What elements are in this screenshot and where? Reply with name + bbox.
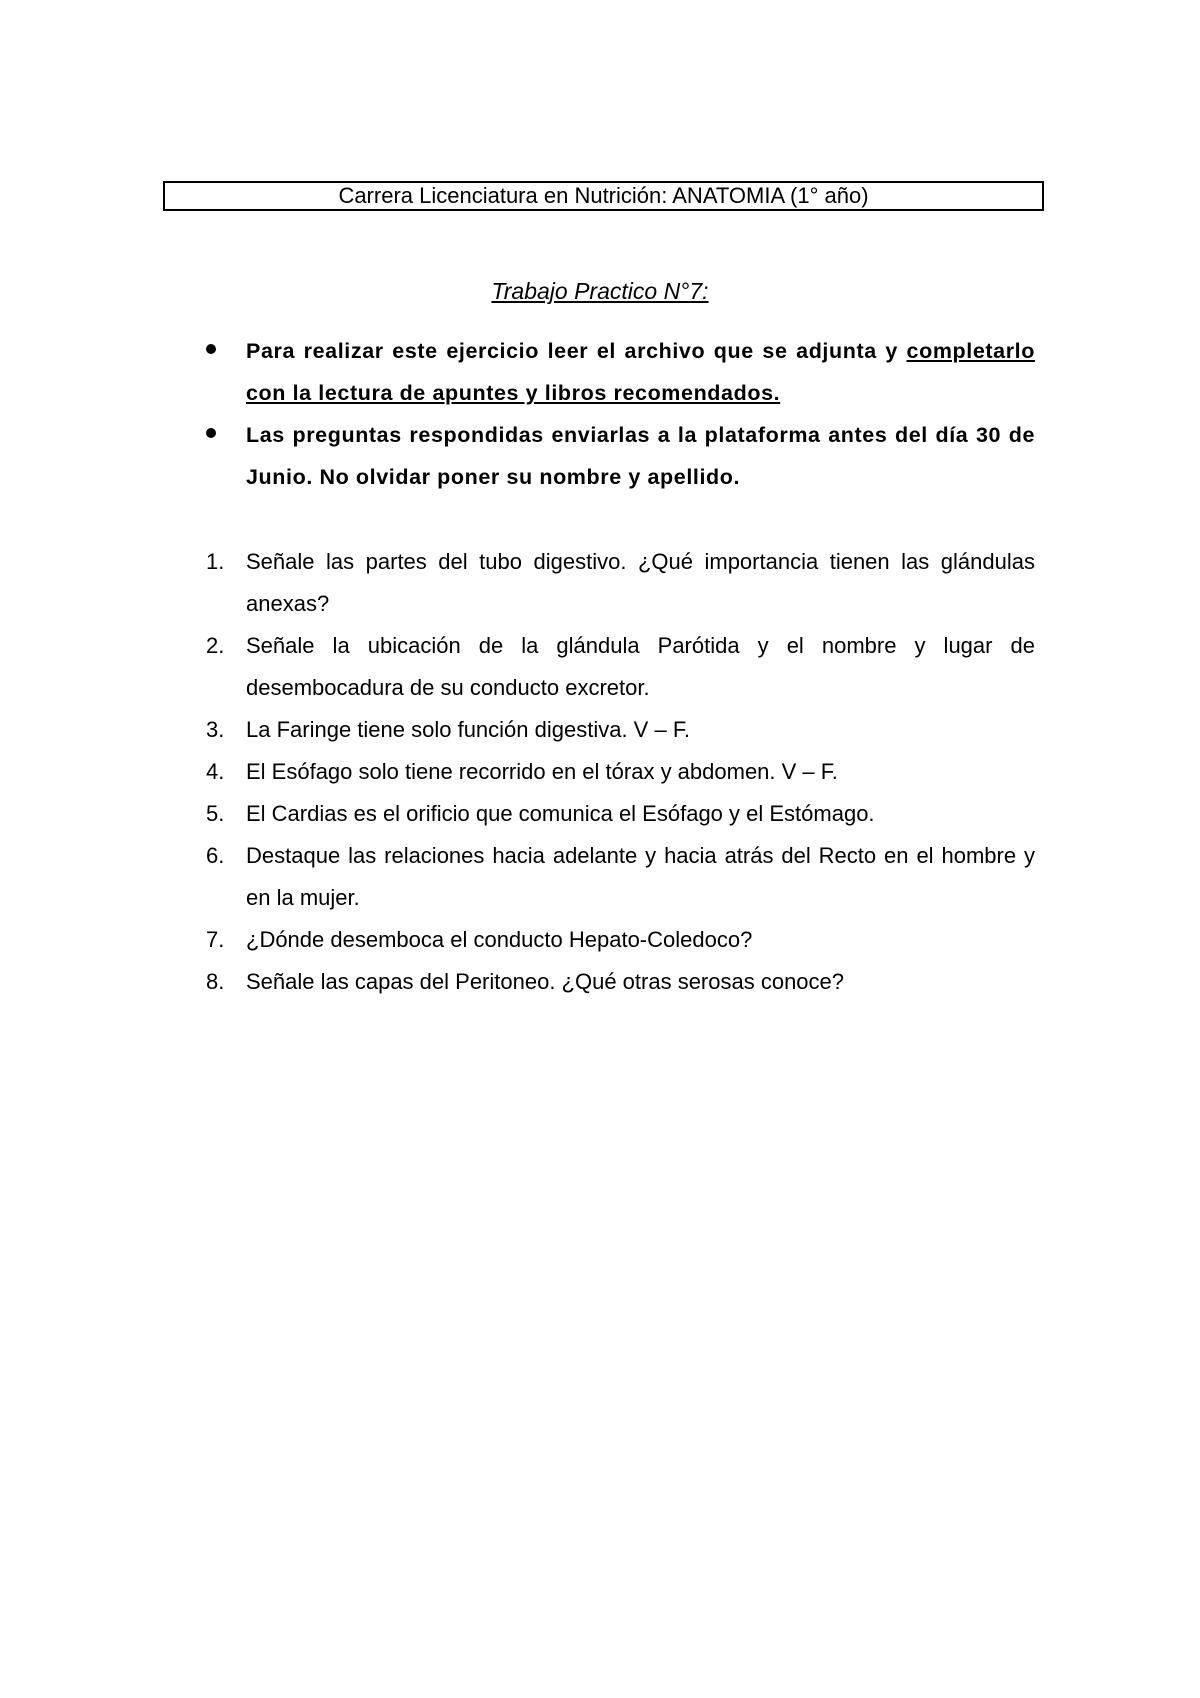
question-text: Destaque las relaciones hacia adelante y hacia atrás del Recto en el hombre y en la mujer. bbox=[246, 843, 1035, 910]
question-text: El Cardias es el orificio que comunica el Esófago y el Estómago. bbox=[246, 801, 875, 826]
course-header-text: Carrera Licenciatura en Nutrición: ANATOMIA (1° año) bbox=[338, 183, 869, 208]
question-item bbox=[206, 835, 1035, 919]
questions-list bbox=[206, 541, 1035, 1003]
question-item bbox=[206, 961, 1035, 1003]
instruction-item bbox=[206, 414, 1035, 498]
question-text: Señale la ubicación de la glándula Parótida y el nombre y lugar de desembocadura de su conducto excretor. bbox=[246, 633, 1035, 700]
bullet-icon bbox=[206, 344, 216, 354]
instructions-list bbox=[206, 330, 1035, 498]
question-number: 5. bbox=[206, 801, 225, 826]
course-header-box bbox=[163, 181, 1044, 211]
question-item bbox=[206, 709, 1035, 751]
question-text: La Faringe tiene solo función digestiva. V – F. bbox=[246, 717, 690, 742]
question-item bbox=[206, 541, 1035, 625]
question-number: 1. bbox=[206, 549, 225, 574]
instruction-text: Para realizar este ejercicio leer el archivo que se adjunta y bbox=[246, 339, 907, 363]
question-number: 4. bbox=[206, 759, 225, 784]
question-number: 7. bbox=[206, 927, 225, 952]
question-number: 8. bbox=[206, 969, 225, 994]
question-item bbox=[206, 625, 1035, 709]
question-number: 3. bbox=[206, 717, 225, 742]
instruction-item bbox=[206, 330, 1035, 414]
question-item bbox=[206, 793, 1035, 835]
question-text: Señale las partes del tubo digestivo. ¿Qué importancia tienen las glándulas anexas? bbox=[246, 549, 1035, 616]
question-text: Señale las capas del Peritoneo. ¿Qué otras serosas conoce? bbox=[246, 969, 845, 994]
assignment-title: Trabajo Practico N°7: bbox=[491, 278, 709, 304]
question-text: ¿Dónde desemboca el conducto Hepato-Coledoco? bbox=[246, 927, 753, 952]
question-item bbox=[206, 919, 1035, 961]
question-number: 6. bbox=[206, 843, 225, 868]
question-number: 2. bbox=[206, 633, 225, 658]
instruction-text-underlined: completarlo con la lectura de apuntes y libros recomendados. bbox=[246, 339, 1035, 405]
instruction-text: Las preguntas respondidas enviarlas a la plataforma antes del día 30 de Junio. No olvidar poner su nombre y apellido. bbox=[246, 423, 1035, 489]
bullet-icon bbox=[206, 428, 216, 438]
question-item bbox=[206, 751, 1035, 793]
question-text: El Esófago solo tiene recorrido en el tórax y abdomen. V – F. bbox=[246, 759, 838, 784]
